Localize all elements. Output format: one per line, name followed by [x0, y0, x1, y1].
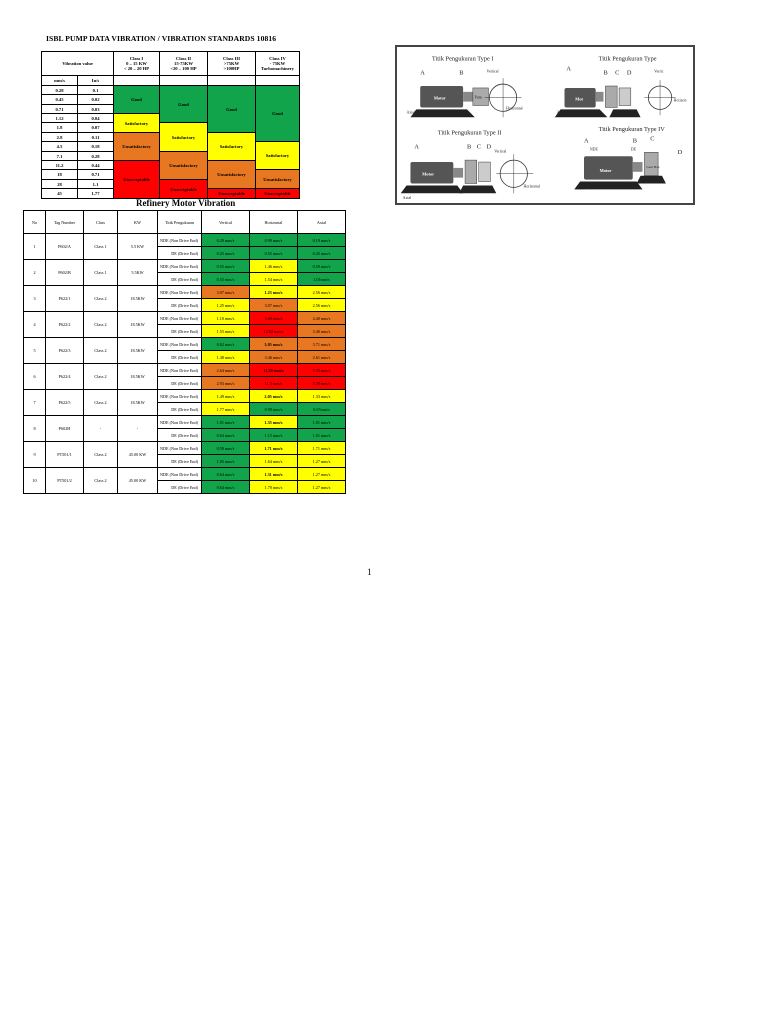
vertical-value: 0.29 mm/s — [202, 234, 250, 247]
in-value: 0.28 — [78, 152, 114, 161]
measurement-point: DE (Drive End) — [158, 247, 202, 260]
class-4-zone: Unacceptable — [256, 189, 300, 199]
measurement-point: NDE (Non Drive End) — [158, 442, 202, 455]
axial-value: 3.71 mm/s — [298, 338, 346, 351]
in-value: 0.04 — [78, 114, 114, 123]
standard-row — [42, 86, 300, 95]
mm-value: 1.12 — [42, 114, 78, 123]
svg-text:Axial: Axial — [406, 110, 416, 115]
svg-text:Motor: Motor — [433, 95, 446, 101]
axial-value: 1.33 mm/s — [298, 390, 346, 403]
motor-kw: - — [118, 416, 158, 442]
class-1-zone: Unacceptable — [114, 161, 160, 199]
svg-text:Axial: Axial — [576, 186, 585, 191]
measurement-point: NDE (Non Drive End) — [158, 312, 202, 325]
class-3-header: Class III >75KW >100HP — [208, 52, 256, 76]
svg-text:NDE: NDE — [589, 147, 598, 152]
mm-value: 11.2 — [42, 161, 78, 170]
svg-text:D: D — [626, 69, 632, 77]
motor-kw: 5.5KW — [118, 260, 158, 286]
mm-value: 0.71 — [42, 105, 78, 114]
horizontal-value: 1.15 mm/s — [250, 429, 298, 442]
horizontal-value: 3.07 mm/s — [250, 299, 298, 312]
tag-number: P602H — [46, 416, 84, 442]
vertical-value: 1.25 mm/s — [202, 299, 250, 312]
vertical-value: 0.64 mm/s — [202, 481, 250, 494]
motor-kw: 18.5KW — [118, 338, 158, 364]
class-2-zone: Satisfactory — [160, 123, 208, 152]
axial-value: 1.27 mm/s — [298, 468, 346, 481]
svg-text:Mot: Mot — [575, 96, 584, 102]
horizontal-value: 2.05 mm/s — [250, 390, 298, 403]
horizontal-value: 0.99 mm/s — [250, 403, 298, 416]
refinery-motor-vibration-table — [23, 210, 346, 494]
tag-number: P602/A — [46, 234, 84, 260]
vertical-value: 3.07 mm/s — [202, 286, 250, 299]
class-2-zone: Good — [160, 86, 208, 123]
svg-text:D: D — [677, 149, 683, 157]
tag-number: P602/B — [46, 260, 84, 286]
measurement-point: DE (Drive End) — [158, 325, 202, 338]
col-header: Titik Pengukuran — [158, 211, 202, 234]
motor-kw: 18.5KW — [118, 364, 158, 390]
measurement-point: NDE (Non Drive End) — [158, 468, 202, 481]
page-number: 1 — [367, 567, 372, 577]
class-4-header: Class IV - 75KW Turbomachinery — [256, 52, 300, 76]
class-3-zone: Good — [208, 86, 256, 133]
in-value: 1.77 — [78, 189, 114, 199]
motor-class: Class 2 — [84, 286, 118, 312]
axial-value: 2.56 mm/s — [298, 286, 346, 299]
table-row — [24, 260, 346, 273]
table-row — [24, 416, 346, 429]
vertical-value: 1.55 mm/s — [202, 325, 250, 338]
motor-no: 7 — [24, 390, 46, 416]
horizontal-value: 11.3 mm/s — [250, 377, 298, 390]
svg-text:A: A — [584, 137, 589, 145]
motor-class: Class 2 — [84, 468, 118, 494]
in-value: 0.44 — [78, 161, 114, 170]
in-value: 1.1 — [78, 180, 114, 189]
motor-no: 2 — [24, 260, 46, 286]
measurement-point: NDE (Non Drive End) — [158, 416, 202, 429]
vertical-value: 0.64 mm/s — [202, 468, 250, 481]
svg-text:Motor: Motor — [599, 167, 612, 173]
motor-kw: 45.00 KW — [118, 442, 158, 468]
svg-text:Gear Box: Gear Box — [646, 164, 660, 169]
tag-number: PT501/1 — [46, 442, 84, 468]
in-value: 0.71 — [78, 170, 114, 180]
tag-number: P622/5 — [46, 390, 84, 416]
class-3-zone: Satisfactory — [208, 133, 256, 161]
svg-text:Horizon: Horizon — [673, 98, 687, 103]
class-4-zone: Unsatisfactory — [256, 170, 300, 189]
measurement-point: DE (Drive End) — [158, 273, 202, 286]
motor-no: 10 — [24, 468, 46, 494]
class-2-zone: Unsatisfactory — [160, 152, 208, 180]
type-2-title: Titik Pengukuran Type II — [437, 129, 502, 137]
motor-no: 9 — [24, 442, 46, 468]
in-value: 0.11 — [78, 133, 114, 142]
axial-value: 1.01mm/s — [298, 273, 346, 286]
table-row — [24, 442, 346, 455]
vertical-value: 1.49 mm/s — [202, 390, 250, 403]
svg-text:A: A — [414, 143, 419, 151]
tag-number: P622/3 — [46, 338, 84, 364]
mm-value: 18 — [42, 170, 78, 180]
in-value: 0.18 — [78, 142, 114, 152]
axial-value: 0.45 mm/s — [298, 247, 346, 260]
axial-value: 1.27 mm/s — [298, 455, 346, 468]
vertical-value: 0.64 mm/s — [202, 429, 250, 442]
measurement-point: DE (Drive End) — [158, 299, 202, 312]
svg-text:B: B — [603, 69, 608, 77]
measurement-point: NDE (Non Drive End) — [158, 234, 202, 247]
mm-value: 1.8 — [42, 123, 78, 133]
col-header: Axial — [298, 211, 346, 234]
mm-value: 7.1 — [42, 152, 78, 161]
svg-text:B: B — [632, 137, 637, 145]
measurement-point: NDE (Non Drive End) — [158, 364, 202, 377]
measurement-point: DE (Drive End) — [158, 429, 202, 442]
horizontal-value: 1.46 mm/s — [250, 260, 298, 273]
axial-value: 4.40 mm/s — [298, 312, 346, 325]
tag-number: P622/4 — [46, 364, 84, 390]
vertical-value: 0.55 mm/s — [202, 260, 250, 273]
motor-no: 6 — [24, 364, 46, 390]
vibration-value-header: Vibration value — [42, 52, 114, 76]
motor-class: Class 2 — [84, 312, 118, 338]
measurement-point: NDE (Non Drive End) — [158, 260, 202, 273]
vibration-standards-table — [41, 51, 300, 199]
svg-text:A: A — [420, 69, 425, 77]
svg-text:B: B — [459, 69, 464, 77]
horizontal-value: 11.39 mm/s — [250, 364, 298, 377]
motor-class: Class 1 — [84, 234, 118, 260]
horizontal-value: 3.05 mm/s — [250, 338, 298, 351]
motor-kw: 18.5KW — [118, 390, 158, 416]
table-row — [24, 312, 346, 325]
measurement-point: NDE (Non Drive End) — [158, 286, 202, 299]
svg-text:Axial: Axial — [556, 110, 566, 115]
svg-text:Motor: Motor — [422, 171, 435, 177]
motor-no: 4 — [24, 312, 46, 338]
vertical-value: 2.64 mm/s — [202, 364, 250, 377]
in-value: 0.03 — [78, 105, 114, 114]
motor-class: - — [84, 416, 118, 442]
svg-text:A: A — [566, 65, 572, 73]
measurement-point: DE (Drive End) — [158, 481, 202, 494]
axial-value: 2.61 mm/s — [298, 351, 346, 364]
class-1-header: Class I 0 – 15 KW < 20 – 20 HP — [114, 52, 160, 76]
motor-kw: 5.5 KW — [118, 234, 158, 260]
class-1-zone: Good — [114, 86, 160, 114]
svg-text:C: C — [476, 143, 481, 151]
type-3-title: Titik Pengukuran Type — [598, 55, 657, 63]
mm-value: 2.8 — [42, 133, 78, 142]
svg-text:DE: DE — [630, 147, 636, 152]
axial-value: 5.39 mm/s — [298, 377, 346, 390]
class-2-header: Class II 15-75KW <20 – 100 HP — [160, 52, 208, 76]
measurement-point: NDE (Non Drive End) — [158, 338, 202, 351]
class-4-zone: Satisfactory — [256, 142, 300, 170]
unit-in-header: In/s — [78, 76, 114, 86]
mm-value: 45 — [42, 189, 78, 199]
svg-text:C: C — [615, 69, 620, 77]
motor-kw: 45.00 KW — [118, 468, 158, 494]
motor-class: Class 2 — [84, 390, 118, 416]
axial-value: 0.67mm/s — [298, 403, 346, 416]
vertical-value: 1.77 mm/s — [202, 403, 250, 416]
col-header: KW — [118, 211, 158, 234]
motor-kw: 18.5KW — [118, 286, 158, 312]
motor-class: Class 2 — [84, 364, 118, 390]
measurement-point: DE (Drive End) — [158, 455, 202, 468]
motor-no: 5 — [24, 338, 46, 364]
measurement-point: DE (Drive End) — [158, 377, 202, 390]
vertical-value: 0.62 mm/s — [202, 338, 250, 351]
horizontal-value: 3.46 mm/s — [250, 351, 298, 364]
horizontal-value: 12.82 mm/s — [250, 325, 298, 338]
vertical-value: 1.48 mm/s — [202, 351, 250, 364]
table-row — [24, 390, 346, 403]
type-4-title: Titik Pengukuran Type IV — [598, 125, 665, 133]
col-header: Vertical — [202, 211, 250, 234]
mm-value: 4.5 — [42, 142, 78, 152]
table-row — [24, 364, 346, 377]
mm-value: 0.45 — [42, 95, 78, 105]
horizontal-value: 1.70 mm/s — [250, 481, 298, 494]
horizontal-value: 1.64 mm/s — [250, 455, 298, 468]
svg-text:C: C — [650, 135, 655, 143]
horizontal-value: 1.71 mm/s — [250, 442, 298, 455]
vertical-value: 0.59 mm/s — [202, 442, 250, 455]
unit-mm-header: mm/s — [42, 76, 78, 86]
tag-number: P622/2 — [46, 312, 84, 338]
class-3-zone: Unacceptable — [208, 189, 256, 199]
vertical-value: 1.10 mm/s — [202, 312, 250, 325]
axial-value: 2.56 mm/s — [298, 299, 346, 312]
measurement-point-diagram — [395, 45, 695, 205]
vertical-value: 1.01 mm/s — [202, 416, 250, 429]
svg-text:Vertical: Vertical — [486, 69, 499, 74]
table-header-row — [24, 211, 346, 234]
motor-no: 8 — [24, 416, 46, 442]
vertical-value: 1.05 mm/s — [202, 455, 250, 468]
horizontal-value: 0.55 mm/s — [250, 247, 298, 260]
col-header: Class — [84, 211, 118, 234]
table-row — [24, 468, 346, 481]
in-value: 0.07 — [78, 123, 114, 133]
vertical-value: 2.93 mm/s — [202, 377, 250, 390]
motor-class: Class 2 — [84, 338, 118, 364]
svg-text:Vertical: Vertical — [494, 149, 507, 154]
motor-class: Class 2 — [84, 442, 118, 468]
svg-text:B: B — [467, 143, 472, 151]
table-row — [24, 286, 346, 299]
type-1-title: Titik Pengukuran Type I — [431, 55, 494, 63]
horizontal-value: 1.54 mm/s — [250, 273, 298, 286]
col-header: Tag Number — [46, 211, 84, 234]
col-header: Horizontal — [250, 211, 298, 234]
axial-value: 1.71 mm/s — [298, 442, 346, 455]
mm-value: 28 — [42, 180, 78, 189]
page-title: ISBL PUMP DATA VIBRATION / VIBRATION STANDARDS 10816 — [46, 34, 277, 43]
svg-text:Pum: Pum — [474, 95, 482, 100]
class-1-zone: Unsatisfactory — [114, 133, 160, 161]
col-header: No — [24, 211, 46, 234]
horizontal-value: 5.69 mm/s — [250, 312, 298, 325]
svg-text:Horizontal: Horizontal — [523, 184, 541, 189]
class-2-zone: Unacceptable — [160, 180, 208, 199]
axial-value: 0.59 mm/s — [298, 260, 346, 273]
motor-kw: 18.5KW — [118, 312, 158, 338]
in-value: 0.02 — [78, 95, 114, 105]
axial-value: 3.40 mm/s — [298, 325, 346, 338]
svg-text:Vertic: Vertic — [654, 69, 664, 74]
vertical-value: 0.55 mm/s — [202, 273, 250, 286]
mm-value: 0.28 — [42, 86, 78, 95]
axial-value: 1.01 mm/s — [298, 429, 346, 442]
tag-number: P622/1 — [46, 286, 84, 312]
axial-value: 1.27 mm/s — [298, 481, 346, 494]
axial-value: 5.35 mm/s — [298, 364, 346, 377]
horizontal-value: 1.35 mm/s — [250, 416, 298, 429]
horizontal-value: 0.99 mm/s — [250, 234, 298, 247]
motor-class: Class 1 — [84, 260, 118, 286]
measurement-point: DE (Drive End) — [158, 403, 202, 416]
motor-no: 1 — [24, 234, 46, 260]
svg-text:Axial: Axial — [402, 196, 412, 201]
table-row — [24, 338, 346, 351]
horizontal-value: 1.23 mm/s — [250, 286, 298, 299]
horizontal-value: 1.31 mm/s — [250, 468, 298, 481]
class-4-zone: Good — [256, 86, 300, 142]
axial-value: 1.01 mm/s — [298, 416, 346, 429]
refinery-table-title: Refinery Motor Vibration — [136, 198, 236, 208]
measurement-point: DE (Drive End) — [158, 351, 202, 364]
svg-text:Horizontal: Horizontal — [506, 106, 523, 111]
vertical-value: 0.25 mm/s — [202, 247, 250, 260]
table-row — [24, 234, 346, 247]
class-1-zone: Satisfactory — [114, 114, 160, 133]
motor-no: 3 — [24, 286, 46, 312]
axial-value: 0.19 mm/s — [298, 234, 346, 247]
in-value: 0.1 — [78, 86, 114, 95]
tag-number: PT501/2 — [46, 468, 84, 494]
svg-text:D: D — [486, 143, 492, 151]
measurement-point: NDE (Non Drive End) — [158, 390, 202, 403]
class-3-zone: Unsatisfactory — [208, 161, 256, 189]
